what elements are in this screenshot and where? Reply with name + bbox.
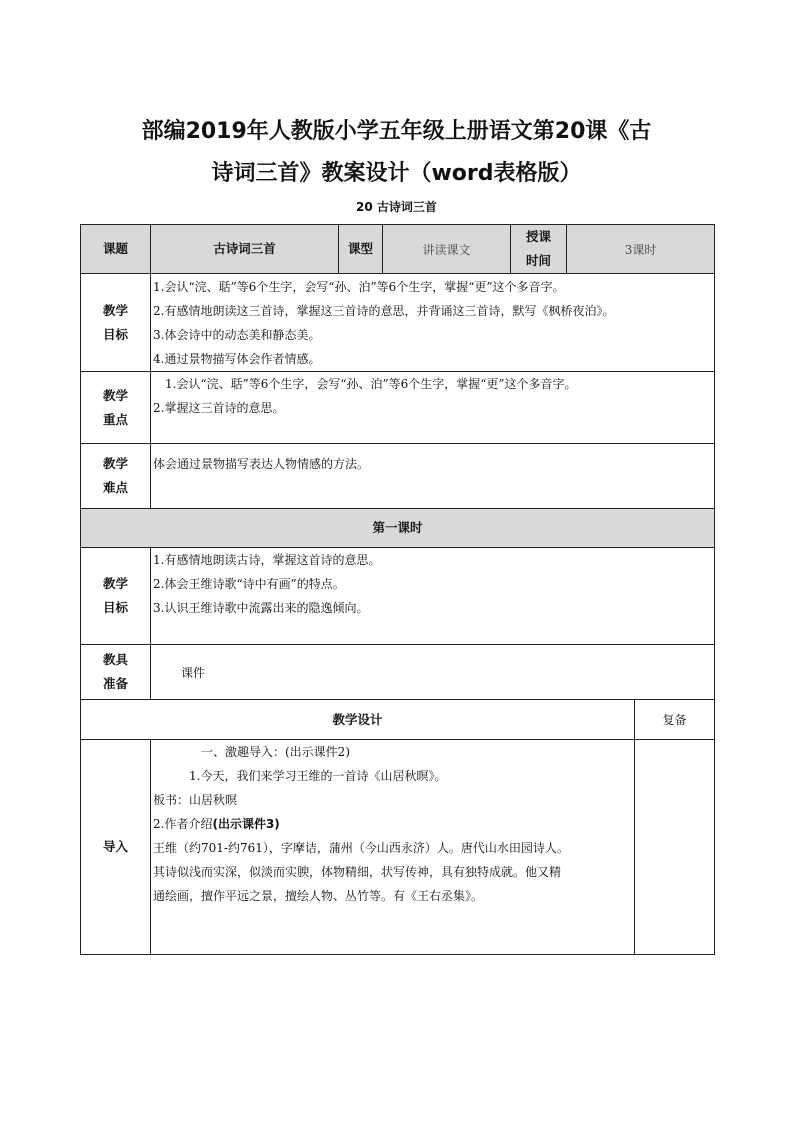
- l2: 准备: [102, 676, 128, 691]
- doc-title-line1: 部编2019年人教版小学五年级上册语文第20课《古: [141, 119, 652, 144]
- l2: 重点: [102, 411, 128, 427]
- intro-line: [153, 812, 632, 836]
- intro-line: 1.今天，我们来学习王维的一首诗《山居秋暝》。: [189, 769, 447, 783]
- goal-item: 1.会认“浣、聒”等6个生字，会写“孙、泊”等6个生字，掌握“更”这个多音字。: [153, 279, 565, 294]
- l1: 教学: [102, 576, 128, 591]
- lesson-subtitle: 20 古诗词三首: [356, 200, 437, 214]
- intro-line: 王维（约701-约761），字摩诘，蒲州（今山西永济）人。唐代山水田园诗人。: [153, 841, 569, 855]
- intro-author-label: 2.作者介绍: [153, 817, 213, 831]
- lesson1-row: [81, 509, 715, 548]
- time-value: 3课时: [567, 225, 715, 274]
- l1: 教学: [102, 387, 128, 403]
- intro-label: 导入: [81, 740, 151, 955]
- topic-label: 课题: [81, 225, 151, 274]
- review-heading: 复备: [635, 700, 715, 740]
- l1: 教学: [102, 302, 128, 318]
- key-item: 2.掌握这三首诗的意思。: [153, 401, 285, 415]
- time-label-2: 时间: [525, 253, 551, 268]
- goals2-content: [151, 548, 715, 645]
- review-cell: [635, 740, 715, 955]
- key-row: [81, 372, 715, 444]
- tools-content: 课件: [151, 645, 715, 700]
- intro-line: 通绘画，擅作平远之景，擅绘人物、丛竹等。有《王右丞集》。: [153, 889, 484, 903]
- l1: 教学: [102, 456, 128, 471]
- design-row: [81, 700, 715, 740]
- goal-item: 3.体会诗中的动态美和静态美。: [153, 327, 321, 342]
- intro-author-slide: (出示课件3): [212, 817, 280, 831]
- goals-label: [81, 274, 151, 372]
- l2: 目标: [102, 600, 128, 615]
- goal2-item: 2.体会王维诗歌“诗中有画”的特点。: [153, 577, 345, 591]
- tools-row: [81, 645, 715, 700]
- lesson1-heading: 第一课时: [81, 509, 715, 548]
- intro-content: [151, 740, 635, 955]
- difficulty-row: [81, 444, 715, 509]
- time-label: [511, 225, 567, 274]
- intro-line: 一、激趣导入：(出示课件2): [201, 745, 350, 759]
- intro-row: [81, 740, 715, 955]
- type-value: 讲读课文: [383, 225, 511, 274]
- l2: 难点: [102, 480, 128, 495]
- topic-value: 古诗词三首: [151, 225, 339, 274]
- goal2-item: 3.认识王维诗歌中流露出来的隐逸倾向。: [153, 601, 369, 615]
- l2: 目标: [102, 326, 128, 342]
- difficulty-content: [151, 444, 715, 509]
- goals2-label: [81, 548, 151, 645]
- doc-title-line2: 诗词三首》教案设计（word表格版）: [211, 161, 582, 186]
- difficulty-label: [81, 444, 151, 509]
- goal2-item: 1.有感情地朗读古诗，掌握这首诗的意思。: [153, 553, 381, 567]
- goals2-row: [81, 548, 715, 645]
- key-content: [151, 372, 715, 444]
- intro-line: 板书：山居秋暝: [153, 793, 238, 807]
- key-item: 1.会认“浣、聒”等6个生字，会写“孙、泊”等6个生字，掌握“更”这个多音字。: [153, 377, 577, 391]
- intro-line: 其诗似浅而实深，似淡而实腴，体物精细，状写传神，具有独特成就。他又精: [153, 865, 562, 879]
- l1: 教具: [102, 652, 128, 667]
- goal-item: 4.通过景物描写体会作者情感。: [153, 351, 321, 366]
- key-label: [81, 372, 151, 444]
- goals-content: [151, 274, 715, 372]
- header-row: [81, 225, 715, 274]
- difficulty-text: 体会通过景物描写表达人物情感的方法。: [153, 457, 370, 471]
- lesson-plan-table: [80, 224, 715, 955]
- goal-item: 2.有感情地朗读这三首诗，掌握这三首诗的意思，并背诵这三首诗，默写《枫桥夜泊》。: [153, 303, 615, 318]
- time-label-1: 授课: [525, 229, 551, 244]
- goals-row: [81, 274, 715, 372]
- tools-label: [81, 645, 151, 700]
- type-label: 课型: [339, 225, 383, 274]
- design-heading: 教学设计: [81, 700, 635, 740]
